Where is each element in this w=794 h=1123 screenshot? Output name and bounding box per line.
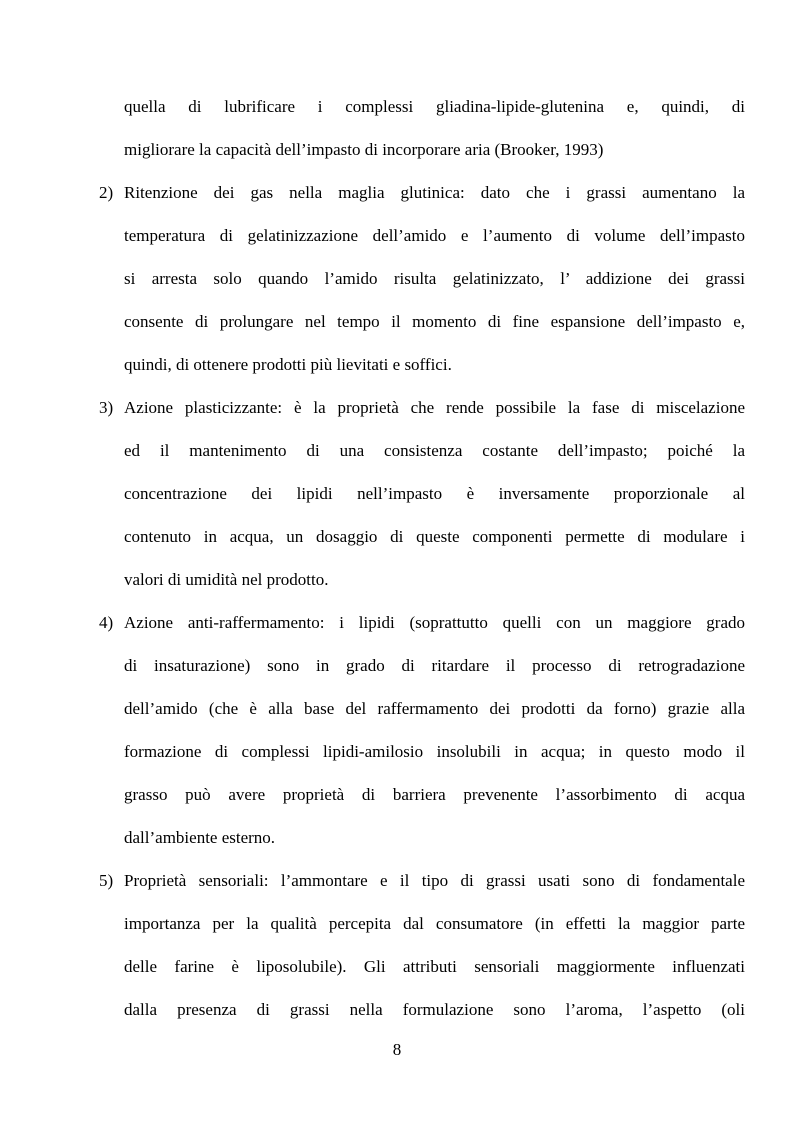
list-item-line: dalla presenza di grassi nella formulazione sono l’aroma, l’aspetto (oli [124, 1000, 745, 1019]
list-item-line: Proprietà sensoriali: l’ammontare e il tipo di grassi usati sono di fondamentale [124, 871, 745, 890]
list-item-number: 2) [99, 183, 114, 202]
list-item-line: si arresta solo quando l’amido risulta gelatinizzato, l’ addizione dei grassi [124, 269, 745, 288]
list-item-number: 5) [99, 871, 114, 890]
list-item-line: Ritenzione dei gas nella maglia glutinica: dato che i grassi aumentano la [124, 183, 745, 202]
list-item-line: contenuto in acqua, un dosaggio di queste componenti permette di modulare i [124, 527, 745, 546]
page-number: 8 [392, 1040, 402, 1059]
list-item-line: temperatura di gelatinizzazione dell’amido e l’aumento di volume dell’impasto [124, 226, 745, 245]
list-item-line: Azione anti-raffermamento: i lipidi (soprattutto quelli con un maggiore grado [124, 613, 745, 632]
list-item-line: formazione di complessi lipidi-amilosio insolubili in acqua; in questo modo il [124, 742, 745, 761]
list-item-number: 3) [99, 398, 114, 417]
list-item-line: Azione plasticizzante: è la proprietà che rende possibile la fase di miscelazione [124, 398, 745, 417]
list-item-line: dell’amido (che è alla base del raffermamento dei prodotti da forno) grazie alla [124, 699, 745, 718]
list-item-line: quindi, di ottenere prodotti più lievitati e soffici. [124, 355, 452, 374]
list-item-line: dall’ambiente esterno. [124, 828, 276, 847]
intro-line: quella di lubrificare i complessi gliadina-lipide-glutenina e, quindi, di [124, 97, 745, 116]
list-item-line: grasso può avere proprietà di barriera prevenente l’assorbimento di acqua [124, 785, 745, 804]
list-item-line: ed il mantenimento di una consistenza costante dell’impasto; poiché la [124, 441, 745, 460]
list-item-line: valori di umidità nel prodotto. [124, 570, 329, 589]
list-item-line: concentrazione dei lipidi nell’impasto è inversamente proporzionale al [124, 484, 745, 503]
list-item-line: delle farine è liposolubile). Gli attributi sensoriali maggiormente influenzati [124, 957, 745, 976]
list-item-line: importanza per la qualità percepita dal consumatore (in effetti la maggior parte [124, 914, 745, 933]
list-item-line: consente di prolungare nel tempo il momento di fine espansione dell’impasto e, [124, 312, 745, 331]
list-item-line: di insaturazione) sono in grado di ritardare il processo di retrogradazione [124, 656, 745, 675]
list-item-number: 4) [99, 613, 114, 632]
intro-line: migliorare la capacità dell’impasto di incorporare aria (Brooker, 1993) [124, 140, 604, 159]
